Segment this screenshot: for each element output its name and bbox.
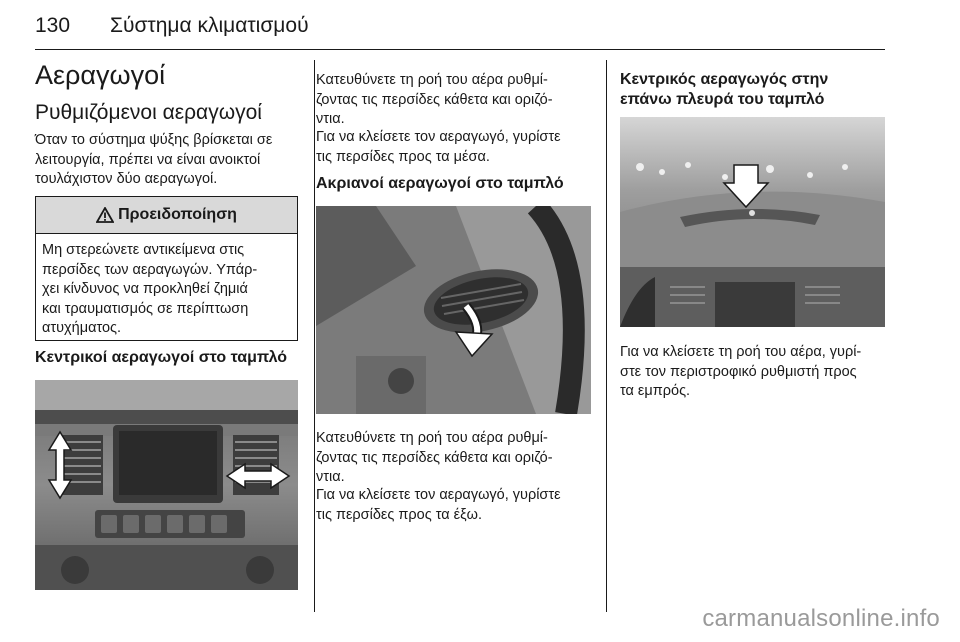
- text-line: και τραυματισμός σε περίπτωση: [42, 300, 249, 317]
- paragraph-close-top: [620, 343, 890, 402]
- paragraph-adjust-side: [316, 429, 598, 488]
- text-line: Για να κλείσετε τη ροή του αέρα, γυρί-: [620, 344, 862, 360]
- warning-text: [42, 241, 294, 339]
- warning-header: [36, 197, 297, 234]
- sub-heading: Ρυθμιζόμενοι αεραγωγοί: [35, 101, 262, 124]
- text-line: τουλάχιστον δύο αεραγωγοί.: [35, 171, 218, 187]
- watermark: carmanualsonline.info: [702, 605, 940, 632]
- main-heading: Αεραγωγοί: [35, 60, 166, 90]
- text-line: ζοντας τις περσίδες κάθετα και οριζό-: [316, 449, 553, 466]
- side-vents-heading: Ακριανοί αεραγωγοί στο ταμπλό: [316, 175, 564, 192]
- heading-line: Κεντρικός αεραγωγός στην: [620, 71, 829, 88]
- text-line: στε τον περιστροφικό ρυθμιστή προς: [620, 363, 857, 380]
- page-number: 130: [35, 14, 71, 37]
- warning-box: [35, 196, 298, 341]
- text-line: τις περσίδες προς τα έξω.: [316, 506, 482, 523]
- text-line: Κατευθύνετε τη ροή του αέρα ρυθμί-: [316, 72, 548, 88]
- text-line: Για να κλείσετε τον αεραγωγό, γυρίστε: [316, 487, 561, 503]
- text-line: Όταν το σύστημα ψύξης βρίσκεται σε: [35, 132, 273, 148]
- text-line: λειτουργία, πρέπει να είναι ανοικτοί: [35, 151, 261, 168]
- text-line: Για να κλείσετε τον αεραγωγό, γυρίστε: [316, 129, 561, 145]
- text-line: Μη στερεώνετε αντικείμενα στις: [42, 242, 245, 258]
- top-vent-heading: [620, 70, 890, 110]
- column-divider-1: [314, 60, 315, 612]
- center-vents-photo: [35, 380, 298, 590]
- text-line: τις περσίδες προς τα μέσα.: [316, 148, 490, 165]
- text-line: ντια.: [316, 469, 345, 485]
- top-vent-photo: [620, 117, 885, 327]
- text-line: ζοντας τις περσίδες κάθετα και οριζό-: [316, 91, 553, 108]
- heading-line: επάνω πλευρά του ταμπλό: [620, 91, 825, 108]
- warning-title: Προειδοποίηση: [118, 206, 237, 223]
- paragraph-close-center: [316, 128, 598, 167]
- text-line: ντια.: [316, 111, 345, 127]
- header-rule: [35, 49, 885, 50]
- side-vents-photo: [316, 206, 591, 414]
- text-line: περσίδες των αεραγωγών. Υπάρ-: [42, 261, 258, 278]
- paragraph-adjust-center: [316, 71, 598, 130]
- paragraph-close-side: [316, 486, 598, 525]
- center-vents-heading: Κεντρικοί αεραγωγοί στο ταμπλό: [35, 349, 288, 366]
- column-divider-2: [606, 60, 607, 612]
- text-line: τα εμπρός.: [620, 383, 691, 399]
- text-line: ατυχήματος.: [42, 320, 122, 336]
- section-title: Σύστημα κλιματισμού: [110, 14, 309, 37]
- warning-triangle-icon: [96, 207, 114, 223]
- text-line: Κατευθύνετε τη ροή του αέρα ρυθμί-: [316, 430, 548, 446]
- text-line: χει κίνδυνος να προκληθεί ζημιά: [42, 281, 248, 297]
- intro-paragraph: [35, 131, 305, 190]
